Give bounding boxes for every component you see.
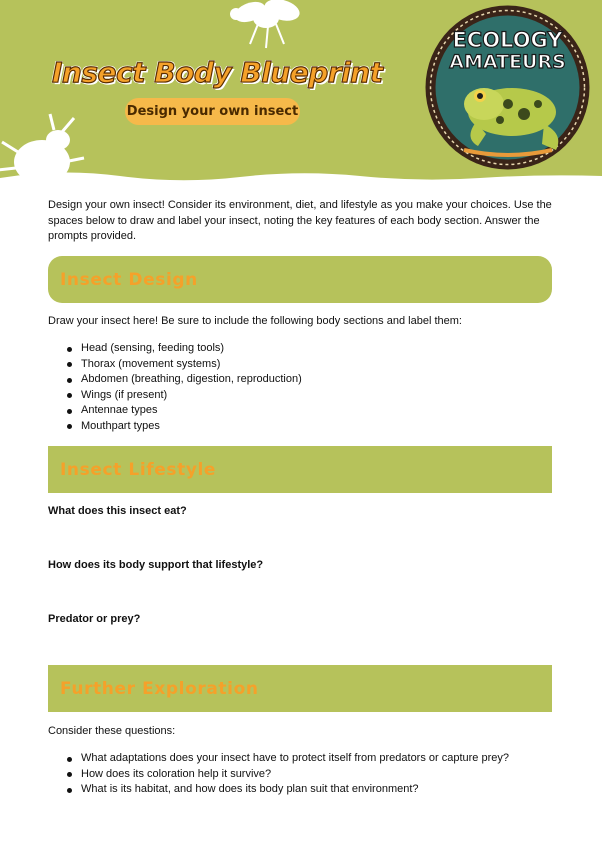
section-insect-design — [48, 256, 552, 303]
question-diet: What does this insect eat? — [48, 505, 187, 517]
section-further-exploration — [48, 665, 552, 712]
section-title: Insect Design — [60, 269, 198, 290]
logo-line2: AMATEURS — [449, 51, 566, 73]
question-body-support: How does its body support that lifestyle? — [48, 559, 264, 571]
list-item: How does its coloration help it survive? — [48, 767, 509, 783]
list-item: Wings (if present) — [48, 388, 302, 404]
list-item: What is its habitat, and how does its body plan suit that environment? — [48, 782, 509, 798]
subtitle-badge: Design your own insect — [125, 98, 300, 125]
section-title: Further Exploration — [60, 678, 259, 699]
list-item: Mouthpart types — [48, 419, 302, 435]
question-predator-prey: Predator or prey? — [48, 613, 141, 625]
list-item: Thorax (movement systems) — [48, 357, 302, 373]
list-item: Antennae types — [48, 403, 302, 419]
page-title: Insect Body Blueprint — [52, 56, 383, 89]
design-instruction: Draw your insect here! Be sure to include the following body sections and label them: — [48, 315, 462, 327]
ecology-amateurs-logo — [424, 4, 591, 171]
exploration-intro: Consider these questions: — [48, 725, 176, 737]
design-list — [48, 341, 302, 435]
header-wave — [0, 168, 602, 181]
fly-icon — [220, 0, 310, 56]
header-banner — [0, 0, 602, 181]
list-item: Abdomen (breathing, digestion, reproduction) — [48, 372, 302, 388]
logo-line1: ECOLOGY — [452, 28, 563, 52]
section-insect-lifestyle — [48, 446, 552, 493]
intro-paragraph: Design your own insect! Consider its environment, diet, and lifestyle as you make your choices. Use the spaces below to draw and label your insect, noting the key features of each body section. Answer the prompts provided. — [48, 199, 552, 242]
list-item: What adaptations does your insect have to protect itself from predators or capture prey? — [48, 751, 509, 767]
section-title: Insect Lifestyle — [60, 459, 217, 480]
list-item: Head (sensing, feeding tools) — [48, 341, 302, 357]
exploration-list — [48, 751, 509, 798]
